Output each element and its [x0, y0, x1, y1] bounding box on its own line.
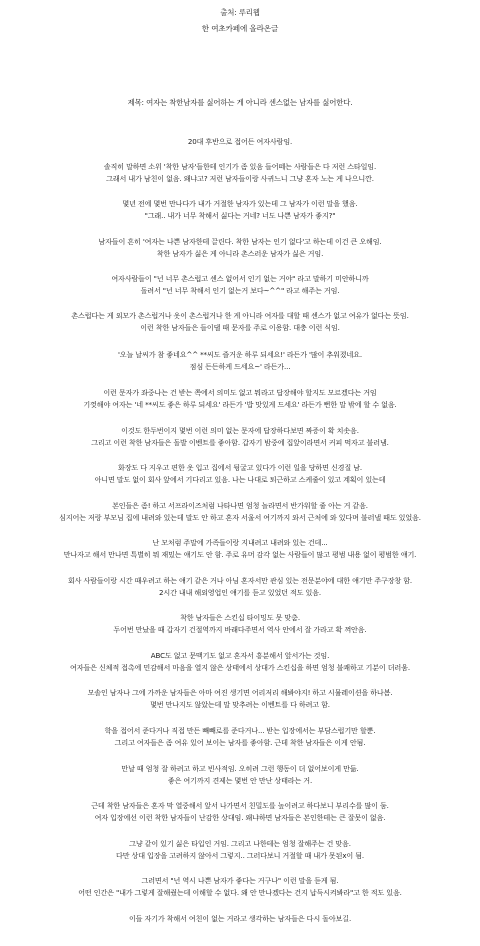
paragraph-line: 여자 입장에선 이런 착한 남자들이 난감한 상대임. 왜냐하면 남자들은 본인한테는 큰 잘못이 없음.: [94, 813, 386, 822]
paragraph-line: 그리고 이런 착한 남자들은 돌발 이벤트를 좋아함. 갑자기 밤중에 집앞이라면서 커피 먹자고 불러냄.: [91, 438, 389, 447]
paragraph-line: 다만 상대 입장을 고려하지 않아서 그렇지.. 그러다보니 거절할 때 내가 못된x이 됨.: [116, 851, 364, 860]
paragraph-line: 20대 후반으로 접어든 여자사람임.: [187, 137, 293, 146]
post-title: 한 여초카페에 올라온글: [201, 24, 279, 33]
paragraph-line: 화장도 다 지우고 편한 옷 입고 집에서 뒹굴고 있다가 이런 일을 당하면 신경질 남.: [118, 463, 362, 472]
paragraph-line: 그냥 같이 있기 싫은 타입인 거임. 그리고 나한테는 엄청 잘해주는 건 맞음.: [129, 839, 351, 848]
paragraph-line: 근데 착한 남자들은 혼자 막 열중해서 앞서 나가면서 친밀도를 높이려고 하다보니 부리수를 많이 둠.: [91, 801, 389, 810]
paragraph-line: 몇번 만나지도 않았는데 말 맞추려는 이벤트를 다 하려고 함.: [150, 700, 330, 709]
paragraph-line: 회사 사람들이랑 시간 때우려고 하는 얘기 같은 거나 아님 혼자서만 관심 있는 전문분야에 대한 얘기만 주구장창 함.: [67, 576, 413, 585]
source-line: 출처: 루리웹: [220, 8, 260, 17]
paragraph-line: 두어번 만났을 때 갑자기 건절역까지 바래다주면서 역사 안에서 잘 가라고 확 껴안음.: [113, 625, 367, 634]
paragraph-line: 착한 남자들은 스킨십 타이밍도 못 맞춤.: [180, 613, 300, 622]
paragraph-line: 촌스럽다는 게 외모가 촌스럽거나 옷이 촌스럽거나 한 게 아니라 여자를 대할 때 센스가 없고 여유가 없다는 뜻임.: [71, 311, 409, 320]
paragraph-line: 아니면 말도 없이 회사 앞에서 기다리고 있음. 나는 나대로 퇴근하고 스케줄이 있고 계획이 있는데: [94, 475, 386, 484]
paragraph-line: 기껏해야 여자는 '네 **씨도 좋은 하루 되세요' 라든가 '밥 맛있게 드세요' 라든가 뻔한 말 밖에 할 수 없음.: [83, 400, 397, 409]
paragraph-line: 점심 든든하게 드세요~' 라든가...: [189, 362, 291, 371]
paragraph-line: 착한 남자가 싫은 게 아니라 촌스러운 남자가 싫은 거임.: [156, 249, 324, 258]
paragraph-line: 이런 문자가 좌중나는 건 받는 쪽에서 의미도 없고 뭐라고 답장해야 할지도 모르겠다는 거임: [103, 388, 377, 397]
paragraph-line: 심지어는 저랑 부모님 집에 내려와 있는데 말도 안 하고 혼자 서울서 여기까지 와서 근처에 와 있다며 불러낼 때도 있었음.: [59, 513, 421, 522]
paragraph-line: 만나자고 해서 만나면 특별히 뭐 재밌는 얘기도 안 함. 주로 유머 감각 없는 사람들이 많고 평범 내용 없이 평범한 얘기.: [63, 550, 417, 559]
paragraph-line: 어떤 인간은 "내가 그렇게 잘해줬는데 이해할 수 없다. 왜 안 만나겠다는 건지 납득시켜봐라"고 한 적도 있음.: [78, 888, 402, 897]
article-subject: 제목: 여자는 착한남자를 싫어하는 게 아니라 센스없는 남자를 싫어한다.: [127, 98, 353, 107]
paragraph-line: 그러면서 "넌 역시 나쁜 남자가 좋다는 거구나" 이런 말을 듣게 됨.: [141, 876, 339, 885]
paragraph-line: 본인들은 좀! 하고 서프라이즈처럼 나타나면 엄청 놀라면서 반가워할 줄 아는 거 같음.: [112, 501, 368, 510]
paragraph-line: 난 모처럼 주말에 가족들이랑 지내려고 내려와 있는 건데...: [152, 538, 328, 547]
paragraph-line: 이것도 한두번이지 몇번 이런 의미 없는 문자에 답장하다보면 짜증이 확 치솟음.: [121, 426, 359, 435]
paragraph-line: 2시간 내내 해외영업인 얘기를 듣고 있었던 적도 있음.: [159, 588, 321, 597]
paragraph-line: 돌려서 "넌 너무 착해서 인기 없는거 보다~^^" 라고 해주는 거임.: [140, 286, 340, 295]
paragraph-line: 남자들이 흔히 '여자는 나쁜 남자한테 끌린다. 착한 남자는 인기 없다'고 하는데 이건 큰 오해임.: [98, 237, 382, 246]
paragraph-line: 만날 때 엄청 잘 하려고 하고 빈사적임. 오히려 그런 행동이 더 없어보이게 만듦.: [121, 764, 359, 773]
paragraph-line: 학을 접어서 준다거나 직접 만든 빼빼로를 준다거나... 받는 입장에서는 부담스럽기만 할뿐.: [104, 726, 376, 735]
paragraph-line: 솔직히 말하면 소위 '착한 남자'들한테 인기가 좀 있음 들어떼는 사람들은 다 저런 스타일임.: [103, 162, 377, 171]
paragraph-line: "그래.. 내가 너무 착해서 싫다는 거네? 너도 나쁜 남자가 좋지?": [144, 211, 336, 220]
paragraph-line: 몇년 전에 몇번 만나다가 내가 거절한 남자가 있는데 그 남자가 이런 말을 했음.: [122, 199, 358, 208]
paragraph-line: 이들 자기가 착해서 여친이 없는 거라고 생각하는 남자들은 다시 돌아보길.: [128, 914, 352, 923]
paragraph-line: 여자사람들이 "넌 너무 촌스럽고 센스 없어서 인기 없는 거야" 라고 말하기 미안하니까: [111, 274, 369, 283]
paragraph-line: 모솔인 남자나 그에 가까운 남자들은 아마 여진 생기면 어리저리 해봐야지! 하고 시뮬레이션을 하나봄.: [87, 688, 393, 697]
paragraph-line: 이런 착한 남자들은 들이댈 때 문자를 주로 이용함. 대충 이런 식임.: [140, 323, 340, 332]
paragraph-line: 여자들은 신체적 접촉에 민감해서 마음을 열지 않은 상태에서 상대가 스킨십을 하면 엄청 불쾌하고 기분이 더러움.: [70, 663, 410, 672]
paragraph-line: 그리고 여자들은 좀 여유 있어 보이는 남자를 좋아함. 근데 착한 남자들은 이게 안됨.: [114, 738, 366, 747]
paragraph-line: 좋은 여기까지 견제는 몇번 안 만난 상태라는 거.: [167, 776, 313, 785]
paragraph-line: ABC도 없고 문맥기도 없고 혼자서 흥분해서 앞서가는 것임.: [150, 651, 330, 660]
paragraph-line: 그래서 내가 남친이 없음. 왜냐고? 저런 남자들이랑 사귀느니 그냥 혼자 노는 게 나으니깐.: [106, 174, 374, 183]
paragraph-line: '오늘 날씨가 참 좋네요^^ **씨도 즐거운 하루 되세요!' 라든가 '많이 추워졌네요.: [117, 350, 362, 359]
